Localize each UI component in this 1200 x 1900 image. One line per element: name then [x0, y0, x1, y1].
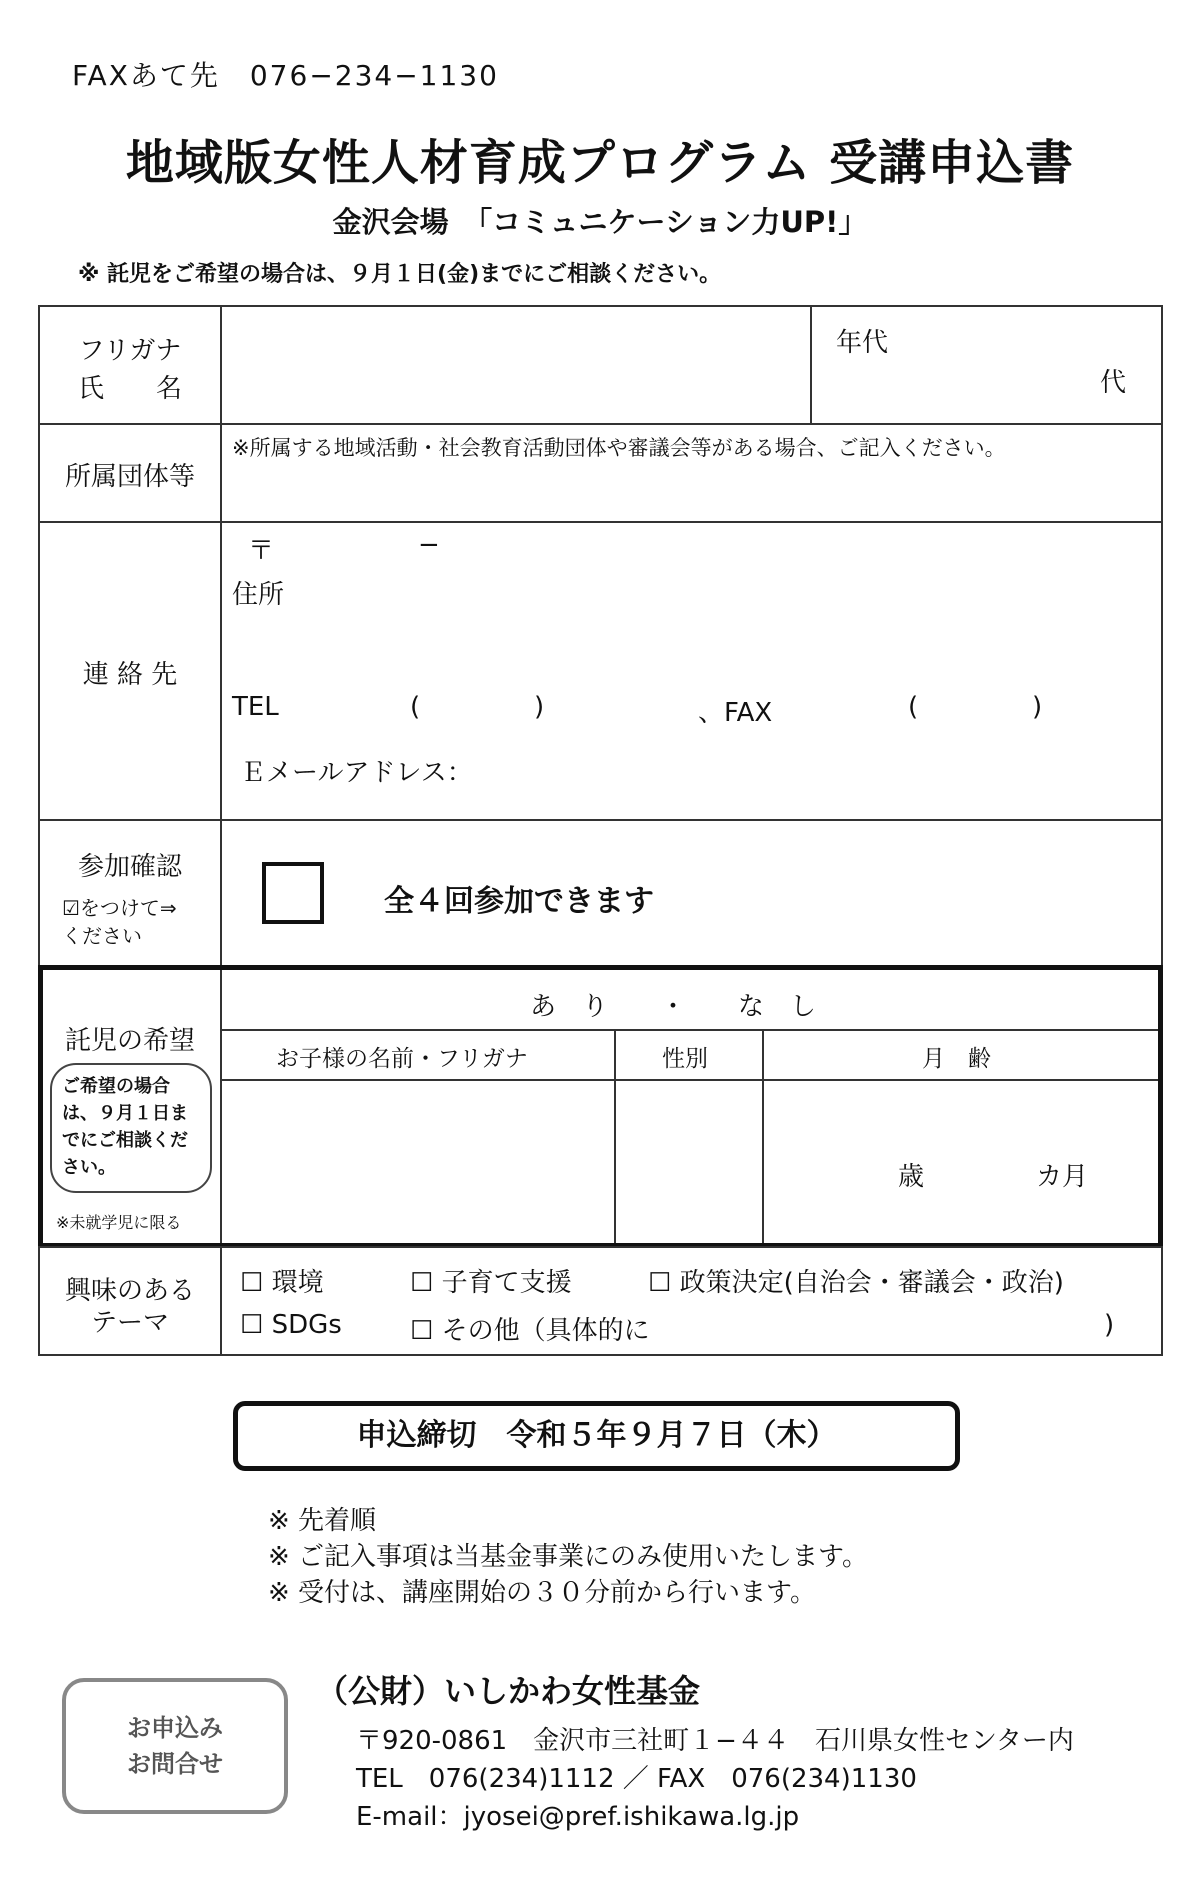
name-label: 氏 名	[77, 374, 182, 404]
theme-label-2: テーマ	[90, 1308, 169, 1338]
attendance-hint: ☑をつけて⇒	[62, 896, 177, 920]
postal-mark: 〒	[248, 536, 275, 566]
form-subtitle: 金沢会場 「コミュニケーション力UP!」	[332, 205, 868, 239]
inquiry-box	[62, 1678, 288, 1814]
age-years-label: 歳	[898, 1162, 925, 1192]
inquiry-line2: お問合せ	[127, 1750, 223, 1778]
gender-header: 性別	[662, 1046, 708, 1072]
theme-sdgs[interactable]: ☐ SDGs	[240, 1310, 342, 1340]
childcare-options[interactable]: あ り ・ な し	[530, 992, 817, 1022]
attendance-field	[220, 819, 1163, 969]
theme-other[interactable]: ☐ その他（具体的に	[410, 1316, 650, 1346]
organization-address: 〒920-0861 金沢市三社町１−４４ 石川県女性センター内	[356, 1726, 1074, 1756]
attendance-text: 全４回参加できます	[384, 884, 654, 919]
child-name-header: お子様の名前・フリガナ	[276, 1046, 528, 1072]
name-field[interactable]	[220, 305, 812, 425]
note-first-come: ※ 先着順	[268, 1506, 377, 1536]
childcare-limit: ※未就学児に限る	[56, 1213, 182, 1232]
address-label: 住所	[232, 580, 285, 610]
fax-paren-close: )	[1032, 692, 1043, 722]
org-note: ※所属する地域活動・社会教育活動団体や審議会等がある場合、ご記入ください。	[232, 436, 1006, 460]
org-label: 所属団体等	[64, 462, 195, 492]
postal-dash: −	[418, 530, 440, 560]
theme-policy[interactable]: ☐ 政策決定(自治会・審議会・政治)	[648, 1268, 1064, 1298]
attendance-label: 参加確認	[77, 852, 182, 882]
childcare-frame	[38, 965, 1163, 1248]
fax-label: 、FAX	[698, 698, 773, 728]
fax-destination: FAXあて先 076−234−1130	[72, 59, 499, 92]
tel-paren-open: (	[410, 692, 421, 722]
organization-email[interactable]: E-mail：jyosei@pref.ishikawa.lg.jp	[356, 1802, 800, 1832]
inquiry-line1: お申込み	[127, 1714, 223, 1742]
tel-paren-close: )	[534, 692, 545, 722]
email-label: Ｅメールアドレス：	[240, 758, 473, 788]
age-months-label: カ月	[1036, 1162, 1089, 1192]
age-header: 月 齢	[922, 1046, 991, 1072]
form-title: 地域版女性人材育成プログラム 受講申込書	[125, 135, 1075, 191]
organization-name: （公財）いしかわ女性基金	[316, 1672, 701, 1710]
organization-phone: TEL 076(234)1112 ／ FAX 076(234)1130	[356, 1764, 917, 1794]
theme-label-1: 興味のある	[64, 1276, 195, 1306]
note-reception: ※ 受付は、講座開始の３０分前から行います。	[268, 1578, 816, 1608]
furigana-label: フリガナ	[78, 336, 182, 366]
note-privacy: ※ ご記入事項は当基金事業にのみ使用いたします。	[268, 1542, 868, 1572]
theme-other-close: )	[1104, 1310, 1115, 1340]
theme-environment[interactable]: ☐ 環境	[240, 1268, 324, 1298]
fax-paren-open: (	[908, 692, 919, 722]
childcare-note: ※ 託児をご希望の場合は、９月１日(金)までにご相談ください。	[78, 262, 722, 287]
deadline-box: 申込締切 令和５年９月７日（木）	[233, 1401, 960, 1471]
childcare-label: 託児の希望	[64, 1026, 195, 1056]
attendance-checkbox[interactable]	[262, 862, 324, 924]
age-label: 年代	[836, 328, 889, 358]
contact-label: 連 絡 先	[82, 660, 178, 690]
attendance-hint2: ください	[62, 924, 142, 948]
age-suffix: 代	[1100, 368, 1127, 398]
childcare-bubble: ご希望の場合は、９月１日までにご相談ください。	[50, 1063, 212, 1193]
tel-label: TEL	[232, 692, 279, 722]
theme-childcare[interactable]: ☐ 子育て支援	[410, 1268, 572, 1298]
